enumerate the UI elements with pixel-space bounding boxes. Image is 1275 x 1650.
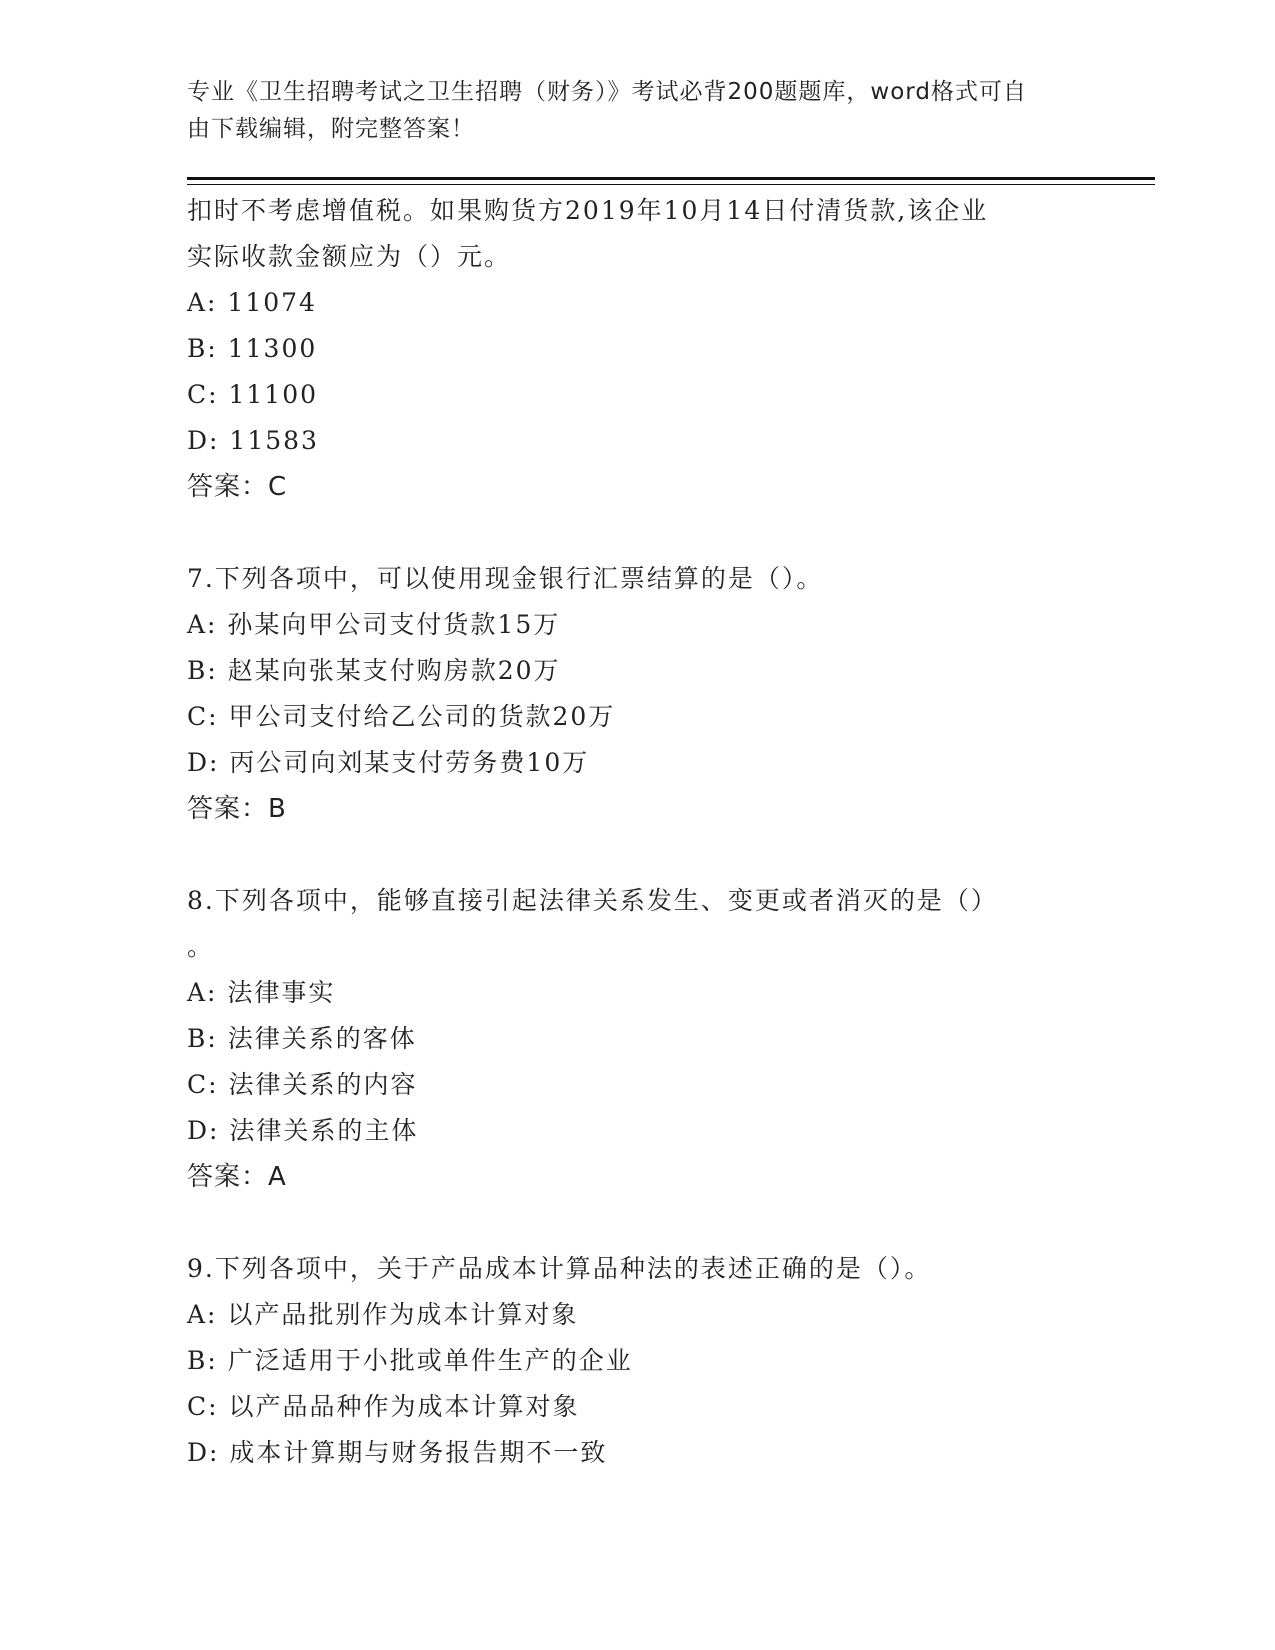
option-d: D: 成本计算期与财务报告期不一致 [187, 1438, 608, 1467]
document-header [187, 74, 1067, 148]
option-b: B: 广泛适用于小批或单件生产的企业 [187, 1346, 633, 1375]
header-line-1: 专业《卫生招聘考试之卫生招聘（财务）》考试必背200题题库，word格式可自 [187, 79, 1027, 105]
option-d: D: 丙公司向刘某支付劳务费10万 [187, 748, 590, 777]
question-6 [187, 188, 1067, 510]
header-line-2: 由下载编辑，附完整答案！ [187, 116, 475, 142]
header-rule-thin [187, 184, 1155, 185]
question-8 [187, 878, 1067, 1200]
question-stem: 8.下列各项中，能够直接引起法律关系发生、变更或者消灭的是（） [187, 886, 998, 915]
question-7 [187, 556, 1067, 832]
question-9 [187, 1246, 1067, 1476]
question-stem-line: 扣时不考虑增值税。如果购货方2019年10月14日付清货款,该企业 [187, 196, 989, 225]
question-stem-line: 实际收款金额应为（）元。 [187, 242, 512, 271]
answer-line: 答案：B [187, 794, 287, 824]
option-c: C: 11100 [187, 380, 319, 409]
option-b: B: 赵某向张某支付购房款20万 [187, 656, 561, 685]
option-a: A: 法律事实 [187, 978, 336, 1007]
option-d: D: 法律关系的主体 [187, 1116, 419, 1145]
question-spacer [187, 1200, 1067, 1246]
question-spacer [187, 510, 1067, 556]
option-c: C: 以产品品种作为成本计算对象 [187, 1392, 580, 1421]
question-stem-continuation: 。 [187, 932, 215, 961]
option-a: A: 以产品批别作为成本计算对象 [187, 1300, 579, 1329]
question-list [187, 188, 1067, 1476]
option-b: B: 11300 [187, 334, 318, 363]
answer-line: 答案：C [187, 472, 288, 502]
option-a: A: 11074 [187, 288, 317, 317]
header-rule-thick [187, 177, 1155, 180]
option-c: C: 甲公司支付给乙公司的货款20万 [187, 702, 616, 731]
question-stem: 7.下列各项中，可以使用现金银行汇票结算的是（）。 [187, 564, 824, 593]
option-b: B: 法律关系的客体 [187, 1024, 417, 1053]
option-c: C: 法律关系的内容 [187, 1070, 418, 1099]
question-stem: 9.下列各项中，关于产品成本计算品种法的表述正确的是（）。 [187, 1254, 932, 1283]
answer-line: 答案：A [187, 1162, 287, 1192]
question-spacer [187, 832, 1067, 878]
option-d: D: 11583 [187, 426, 319, 455]
option-a: A: 孙某向甲公司支付货款15万 [187, 610, 561, 639]
